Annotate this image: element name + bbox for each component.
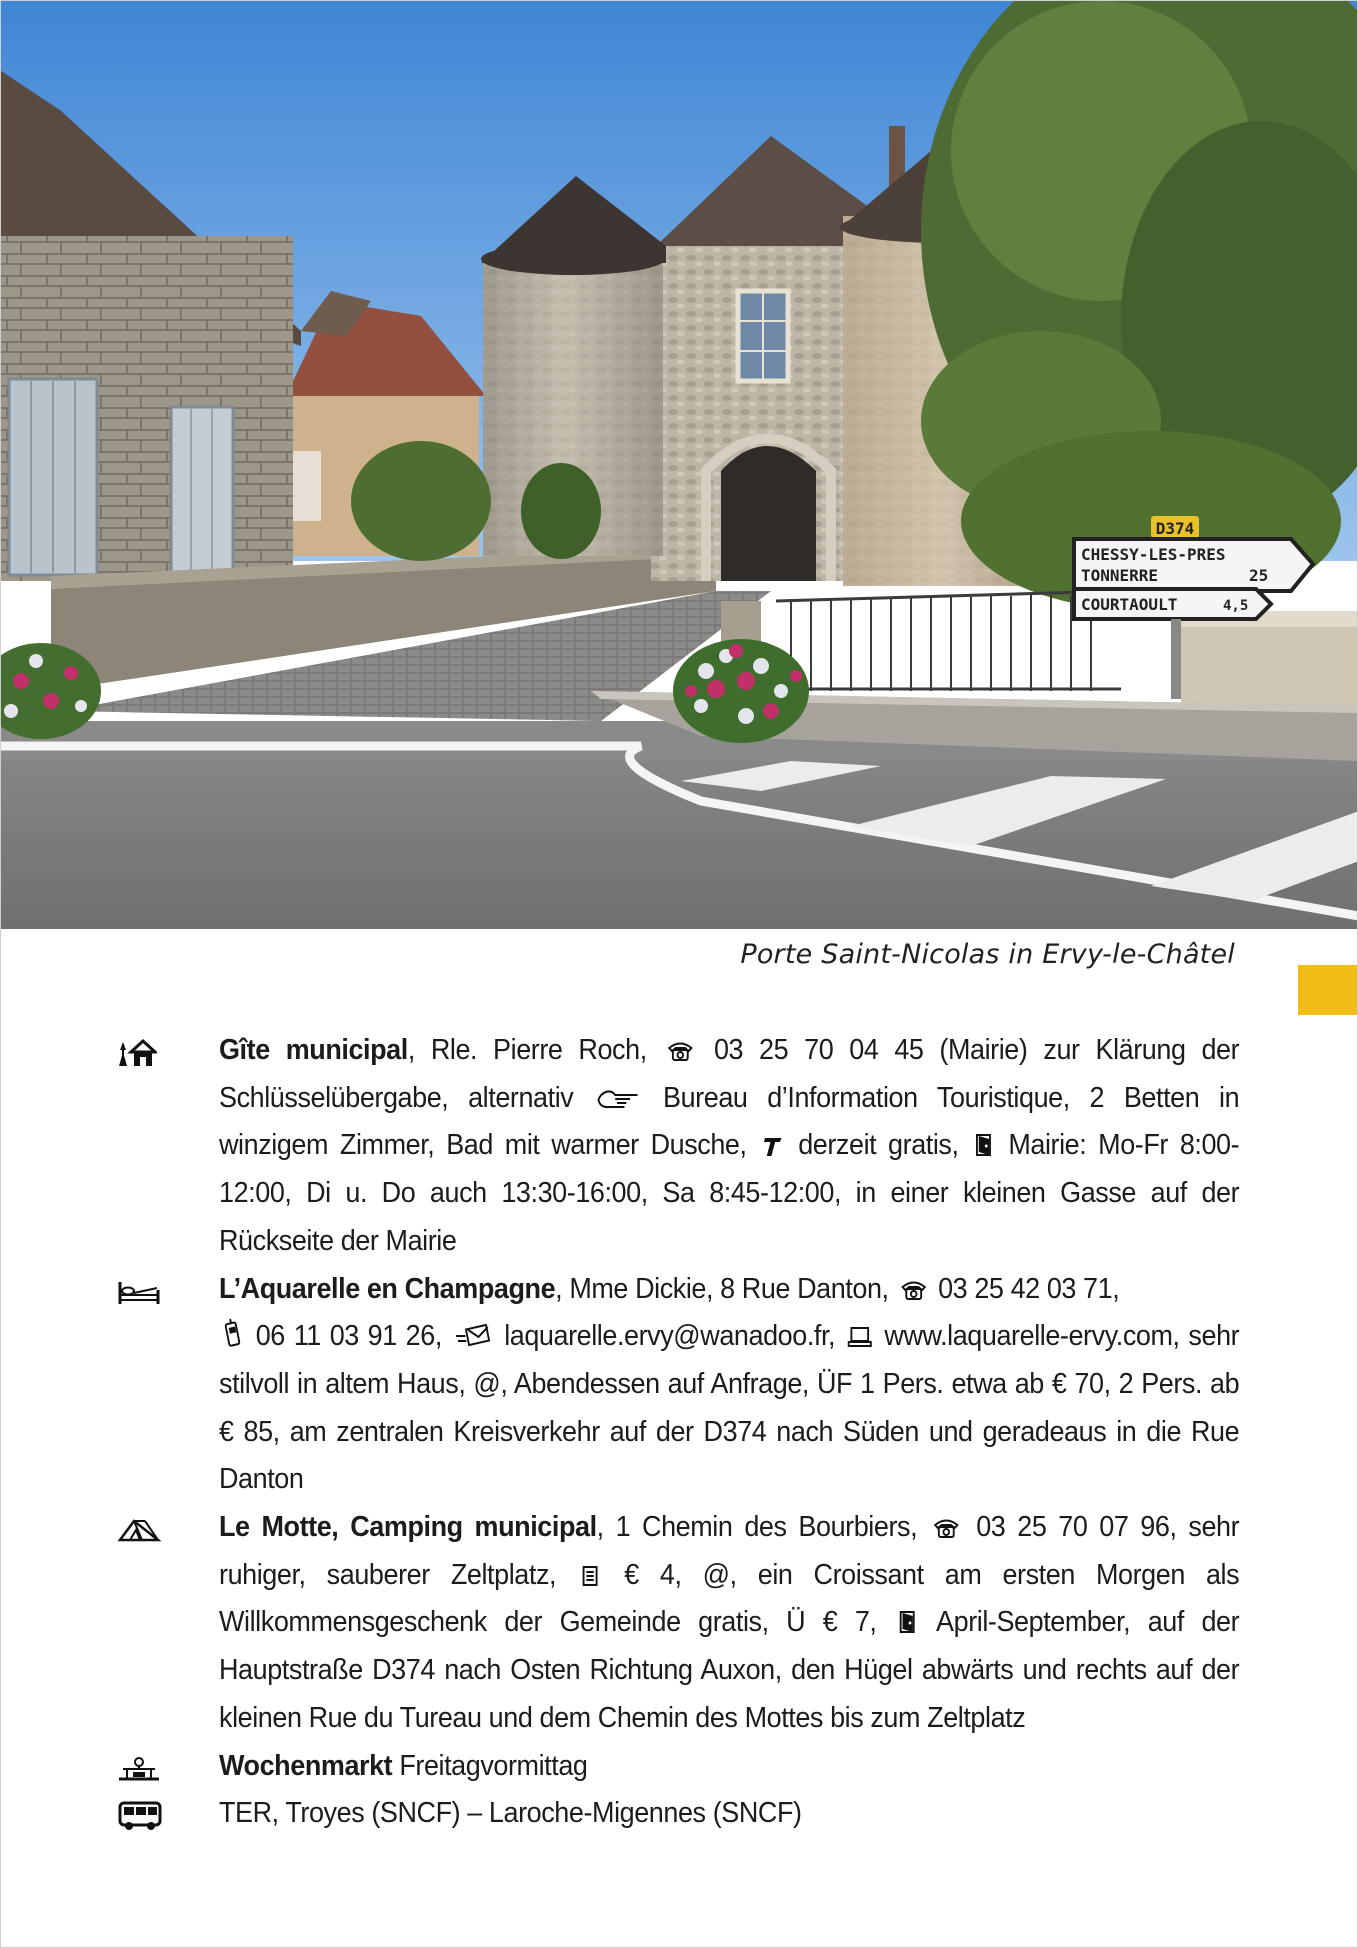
- entry-hours-text: April-September, auf der Hauptstraße D374 nach Osten Richtung Auxon, den Hügel abwärts und rechts auf der kleinen Rue du Tureau und dem Chemin des Mottes bis zum Zeltplatz: [219, 1606, 1240, 1734]
- door-hours-icon: [974, 1133, 993, 1157]
- computer-web-icon: [848, 1326, 872, 1348]
- entry-price-text: € 4, @, ein Croissant am ersten Morgen als Willkommensgeschenk der Gemeinde gratis, Ü € 7,: [219, 1558, 1240, 1639]
- entry-name: Wochenmarkt: [219, 1749, 393, 1782]
- entry-aquarelle: [1, 1266, 1358, 1505]
- mobile-phone-icon: [223, 1318, 243, 1348]
- bus-icon: [117, 1798, 163, 1834]
- bed-icon: [117, 1274, 163, 1310]
- sign-line3-km: 4,5: [1223, 598, 1249, 614]
- price-icon: [762, 1135, 782, 1157]
- entry-list: [1, 1027, 1358, 1838]
- entry-hours-text: Mairie: Mo-Fr 8:00-12:00, Di u. Do auch 13:30-16:00, Sa 8:45-12:00, in einer kleinen Gasse auf der Rückseite der Mairie: [219, 1129, 1240, 1257]
- shower-token-icon: [581, 1565, 600, 1587]
- entry-detail: TER, Troyes (SNCF) – Laroche-Migennes (SNCF): [219, 1797, 802, 1830]
- entry-wochenmarkt: [1, 1743, 1358, 1791]
- market-icon: [117, 1751, 163, 1787]
- tent-icon: [117, 1512, 163, 1548]
- entry-address: , 1 Chemin des Bourbiers,: [596, 1511, 930, 1544]
- entry-name: Gîte municipal: [219, 1034, 408, 1066]
- entry-gite-municipal: [1, 1027, 1358, 1266]
- photo-caption: Porte Saint-Nicolas in Ervy-le-Châtel: [740, 939, 1235, 970]
- phone-icon: [666, 1040, 694, 1062]
- sign-line2-km: 25: [1249, 566, 1269, 585]
- hostel-icon: [117, 1035, 163, 1071]
- phone-icon: [899, 1279, 927, 1301]
- entry-phone-text: 03 25 42 03 71,: [931, 1272, 1120, 1305]
- chapter-tab-marker: [1298, 965, 1358, 1015]
- entry-name: Le Motte, Camping municipal: [219, 1511, 597, 1544]
- sign-route: D374: [1155, 519, 1195, 538]
- entry-email-text[interactable]: laquarelle.ervy@wanadoo.fr,: [495, 1320, 844, 1353]
- entry-bus: [1, 1790, 1358, 1838]
- entry-name: L’Aquarelle en Champagne: [219, 1272, 556, 1305]
- pointing-hand-icon: [597, 1088, 640, 1110]
- entry-address: , Mme Dickie, 8 Rue Danton,: [555, 1272, 896, 1305]
- entry-address: , Rle. Pierre Roch,: [407, 1034, 663, 1066]
- entry-info-text: Bureau d’Information Touristique, 2 Betten in winzigem Zimmer, Bad mit warmer Dusche,: [219, 1081, 1240, 1162]
- entry-detail: Freitagvormittag: [392, 1749, 588, 1782]
- phone-icon: [933, 1517, 961, 1539]
- sign-line2: TONNERRE: [1081, 566, 1159, 585]
- door-hours-icon: [898, 1610, 917, 1634]
- entry-mobile-text: 06 11 03 91 26,: [246, 1320, 451, 1353]
- entry-camping: [1, 1504, 1358, 1743]
- email-icon: [454, 1324, 491, 1348]
- entry-phone-text: 03 25 70 07 96, sehr ruhiger, sauberer Zeltplatz,: [219, 1511, 1240, 1591]
- photo-porte-saint-nicolas: [1, 1, 1358, 929]
- entry-web-text: www.laquarelle-ervy.com, sehr stilvoll in altem Haus, @, Abendessen auf Anfrage, ÜF 1 Pers. etwa ab € 70, 2 Pers. ab € 85, am zentralen Kreisverkehr auf der D374 nach Süden und geradeaus in die Rue Danton: [219, 1320, 1240, 1496]
- entry-price-text: derzeit gratis,: [786, 1129, 971, 1162]
- entry-phone-text: 03 25 70 04 45 (Mairie) zur Klärung der Schlüsselübergabe, alternativ: [219, 1034, 1240, 1114]
- sign-line1: CHESSY-LES-PRES: [1081, 545, 1226, 564]
- sign-line3: COURTAOULT: [1081, 595, 1178, 614]
